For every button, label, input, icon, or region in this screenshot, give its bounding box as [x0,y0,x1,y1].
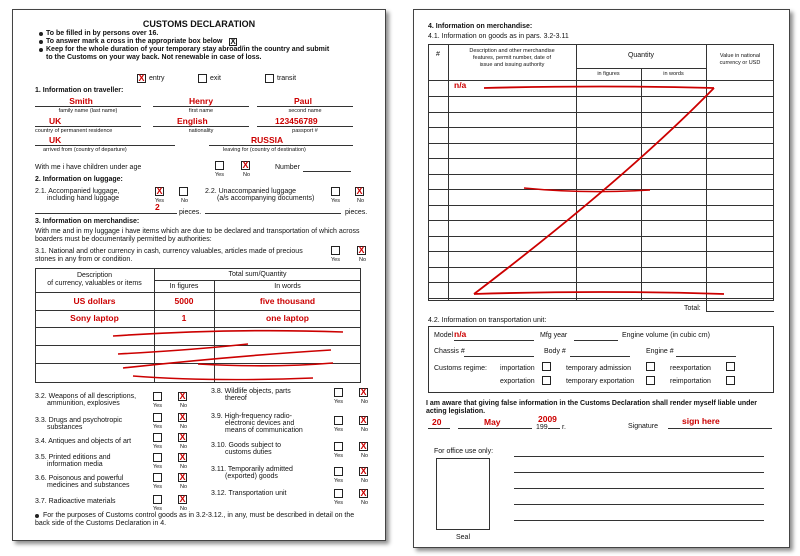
note-keep: Keep for the whole duration of your temporary stay abroad/in the country and submit [46,46,330,53]
item-wildlife-label-2: thereof [225,395,247,402]
children-no-checkbox[interactable]: X [242,160,249,170]
yes-label: Yes [153,403,162,409]
seal-box [436,458,490,530]
weapons-yes-checkbox[interactable] [153,392,162,401]
yes-label: Yes [334,453,343,459]
pieces-label-2: pieces. [345,209,368,216]
goods-table-row [428,127,774,128]
yes-label: Yes [334,478,343,484]
date-year-suffix: r. [562,424,566,431]
table-row-words[interactable]: five thousand [259,296,316,306]
note-keep-2: to the Customs on your way back. Not renewable in case of loss. [46,54,262,61]
goods-table-row [428,220,774,221]
temporary-yes-checkbox[interactable] [334,467,343,476]
yes-label: Yes [331,198,340,204]
temporary-admission-checkbox[interactable] [646,362,655,371]
item-temporary-label-2: (exported) goods [225,473,278,480]
table-row-desc[interactable]: US dollars [73,296,116,306]
goods-table-row [428,96,774,97]
reexportation-checkbox[interactable] [726,362,735,371]
yes-label: Yes [153,424,162,430]
chassis-label: Chassis # [434,348,465,355]
seal-label: Seal [455,534,470,541]
poisonous-no-checkbox[interactable]: X [179,472,186,482]
importation-checkbox[interactable] [542,362,551,371]
goods-header-figures: in figures [597,71,620,77]
leaving-for-value[interactable]: RUSSIA [251,135,284,145]
drugs-yes-checkbox[interactable] [153,413,162,422]
accompanied-count[interactable]: 2 [155,202,160,212]
section2-heading: 2. Information on luggage: [35,176,123,183]
duties-no-checkbox[interactable]: X [360,441,367,451]
customs-regime-label: Customs regime: [434,365,487,372]
item-duties-label: 3.10. Goods subject to [211,442,282,449]
unaccompanied-label-2: (a/s accompanying documents) [217,195,315,202]
goods-header-description: Description and other merchandise [469,48,555,54]
wildlife-yes-checkbox[interactable] [334,388,343,397]
mfg-year-label: Mfg year [540,332,568,339]
children-yes-checkbox[interactable] [215,161,224,170]
bullet-icon [39,32,43,36]
body-label: Body # [544,348,566,355]
goods-total-label: Total: [684,305,701,312]
transport-yes-checkbox[interactable] [334,489,343,498]
yes-label: Yes [334,399,343,405]
section41-subheading: 4.1. Information on goods as in pars. 3.2-3.11 [428,33,569,40]
drugs-no-checkbox[interactable]: X [179,412,186,422]
number-label: Number [275,164,300,171]
printed-yes-checkbox[interactable] [153,453,162,462]
temporary-admission-label: temporary admission [566,365,631,372]
nationality-value[interactable]: English [177,116,208,126]
currency-label: 3.1. National and other currency in cash, currency valuables, articles made of precious [35,248,303,255]
first-name-label: first name [188,108,214,114]
yes-label: Yes [153,464,162,470]
item-radioactive-label: 3.7. Radioactive materials [35,498,116,505]
country-label: country of permanent residence [35,128,113,134]
goods-table-row [428,112,774,113]
date-month-value[interactable]: May [484,417,501,427]
accompanied-yes-checkbox[interactable]: X [156,186,163,196]
date-year-value[interactable]: 2009 [538,414,557,424]
table-header-total: Total sum/Quantity [228,271,287,278]
item-weapons-label: 3.2. Weapons of all descriptions, [35,393,137,400]
last-name-value[interactable]: Smith [69,96,93,106]
bullet-icon [39,48,43,52]
temporary-no-checkbox[interactable]: X [360,466,367,476]
table-row-figures[interactable]: 1 [181,313,187,323]
no-label: No [357,198,365,204]
exit-checkbox[interactable] [198,74,207,83]
radio-yes-checkbox[interactable] [334,416,343,425]
radio-no-checkbox[interactable]: X [360,415,367,425]
weapons-no-checkbox[interactable]: X [179,391,186,401]
pieces-label: pieces. [179,209,202,216]
item-radio-label: 3.9. High-frequency radio- [211,413,292,420]
importation-label: importation [500,365,535,372]
yes-label: Yes [334,500,343,506]
table-row-figures[interactable]: 5000 [174,296,194,306]
accompanied-label: 2.1. Accompanied luggage, [35,188,120,195]
yes-label: Yes [153,506,162,512]
reimportation-checkbox[interactable] [726,376,735,385]
goods-table-row [428,143,774,144]
no-label: No [361,427,369,433]
currency-no-checkbox[interactable]: X [358,245,365,255]
no-label: No [359,257,367,263]
no-label: No [180,506,188,512]
passport-label: passport # [292,128,318,134]
form-title: CUSTOMS DECLARATION [142,19,256,29]
antiques-no-checkbox[interactable]: X [179,432,186,442]
goods-table-row [428,267,774,268]
table-header-description-2: of currency, valuables or items [47,280,142,287]
office-use-label: For office use only: [434,448,494,455]
goods-header-number: # [436,51,440,58]
antiques-yes-checkbox[interactable] [153,433,162,442]
table-row-words[interactable]: one laptop [266,313,309,323]
goods-table-row [428,251,774,252]
section3-intro: With me and in my luggage i have items which are due to be declared and transportation of which across [35,228,360,235]
transport-no-checkbox[interactable]: X [360,488,367,498]
goods-table-row [428,158,774,159]
section3-heading: 3. Information on merchandise: [35,218,140,225]
arrived-from-label: arrived from (country of departure) [43,147,127,153]
printed-no-checkbox[interactable]: X [179,452,186,462]
footnote-2: back side of the Customs Declaration in 4. [35,520,167,527]
arrived-from-value[interactable]: UK [49,135,62,145]
model-value[interactable]: n/a [454,329,467,339]
transit-checkbox[interactable] [265,74,274,83]
no-label: No [361,453,369,459]
bullet-icon [35,514,39,518]
accompanied-no-checkbox[interactable] [179,187,188,196]
exportation-checkbox[interactable] [542,376,551,385]
currency-label-2: stones in any from or condition. [35,256,133,263]
date-year-prefix: 199 [536,424,548,431]
goods-table-row [428,236,774,237]
item-duties-label-2: customs duties [225,449,272,456]
unaccompanied-yes-checkbox[interactable] [331,187,340,196]
signature-label: Signature [628,423,658,430]
table-row-desc[interactable]: Sony laptop [70,313,119,323]
item-weapons-label-2: ammunition, explosives [47,400,120,407]
goods-header-value-2: currency or USD [719,60,761,66]
goods-table-row [428,282,774,283]
yes-label: Yes [153,444,162,450]
children-label: With me i have children under age [35,164,142,171]
no-label: No [361,478,369,484]
country-value[interactable]: UK [49,116,62,126]
second-name-value[interactable]: Paul [294,96,312,106]
temporary-exportation-checkbox[interactable] [646,376,655,385]
reexportation-label: reexportation [670,365,711,372]
exportation-label: exportation [500,378,535,385]
wildlife-no-checkbox[interactable]: X [360,387,367,397]
item-poisonous-label: 3.6. Poisonous and powerful [35,475,124,482]
goods-table [428,44,774,301]
yes-label: Yes [331,257,340,263]
goods-header-description-2: features, permit number, date of [473,55,551,61]
goods-header-words: in words [663,71,684,77]
duties-yes-checkbox[interactable] [334,442,343,451]
awareness-statement-2: acting legislation. [426,408,486,415]
engine-volume-label: Engine volume (in cubic cm) [622,332,710,339]
no-label: No [180,424,188,430]
customs-declaration-front [12,9,386,541]
engine-number-label: Engine # [646,348,674,355]
entry-checkbox[interactable]: X [138,73,145,83]
leaving-for-label: leaving for (country of destination) [223,147,306,153]
goods-table-row [428,298,774,299]
poisonous-yes-checkbox[interactable] [153,473,162,482]
goods-header-quantity: Quantity [627,52,655,59]
entry-label: entry [149,75,165,82]
footnote: For the purposes of Customs control goods as in 3.2-3.12., in any, must be described in detail on the [43,512,355,519]
unaccompanied-no-checkbox[interactable]: X [356,186,363,196]
section42-heading: 4.2. Information on transportation unit: [428,317,547,324]
first-name-value[interactable]: Henry [188,96,214,106]
exit-label: exit [210,75,221,82]
last-name-label: family name (last name) [58,108,118,114]
goods-table-row [428,189,774,190]
customs-declaration-back [413,9,790,548]
passport-value[interactable]: 123456789 [275,116,318,126]
note-cross: To answer mark a cross in the appropriate box below [46,38,223,45]
no-label: No [180,444,188,450]
transit-label: transit [277,75,297,82]
item-printed-label: 3.5. Printed editions and [35,454,111,461]
table-header-description: Description [76,272,112,279]
item-radio-label-2: electronic devices and [225,420,295,427]
item-transport-label: 3.12. Transportation unit [211,490,287,497]
section1-heading: 1. Information on traveller: [35,87,124,94]
signature-value[interactable]: sign here [682,416,720,426]
table-header-figures: In figures [169,283,199,290]
item-antiques-label: 3.4. Antiques and objects of art [35,438,132,445]
item-temporary-label: 3.11. Temporarily admitted [211,466,293,473]
no-label: No [180,484,188,490]
goods-header-description-3: issue and issuing authority [479,62,545,68]
goods-table-row [428,174,774,175]
yes-label: Yes [155,198,164,204]
model-label: Model [434,332,454,339]
item-drugs-label: 3.3. Drugs and psychotropic [35,417,123,424]
item-poisonous-label-2: medicines and substances [47,482,130,489]
no-label: No [180,403,188,409]
awareness-statement: I am aware that giving false information in the Customs Declaration shall render myself liable under [426,400,758,407]
accompanied-label-2: including hand luggage [47,195,120,202]
no-label: No [180,464,188,470]
radioactive-no-checkbox[interactable]: X [179,494,186,504]
sample-cross-box: X [230,37,236,46]
item-wildlife-label: 3.8. Wildlife objects, parts [211,388,291,395]
radioactive-yes-checkbox[interactable] [153,495,162,504]
no-label: No [361,399,369,405]
reimportation-label: reimportation [670,378,711,385]
section4-heading: 4. Information on merchandise: [428,23,533,30]
date-day-value[interactable]: 20 [432,417,442,427]
nationality-label: nationality [188,128,214,134]
unaccompanied-label: 2.2. Unaccompanied luggage [205,188,297,195]
yes-label: Yes [215,172,224,178]
temporary-exportation-label: temporary exportation [566,378,635,385]
goods-header-value: Value in national [719,53,761,59]
currency-yes-checkbox[interactable] [331,246,340,255]
item-printed-label-2: information media [47,461,103,468]
goods-na-value[interactable]: n/a [454,80,467,90]
bullet-icon [39,40,43,44]
goods-table-row [428,205,774,206]
no-label: No [361,500,369,506]
section3-intro-2: boarders must be documentarily permitted by authorities: [35,236,212,243]
second-name-label: second name [288,108,322,114]
no-label: No [181,198,189,204]
yes-label: Yes [334,427,343,433]
note-age: To be filled in by persons over 16. [46,30,159,37]
no-label: No [243,172,251,178]
table-header-words: In words [274,283,301,290]
item-radio-label-3: means of communication [225,427,303,434]
yes-label: Yes [153,484,162,490]
item-drugs-label-2: substances [47,424,83,431]
